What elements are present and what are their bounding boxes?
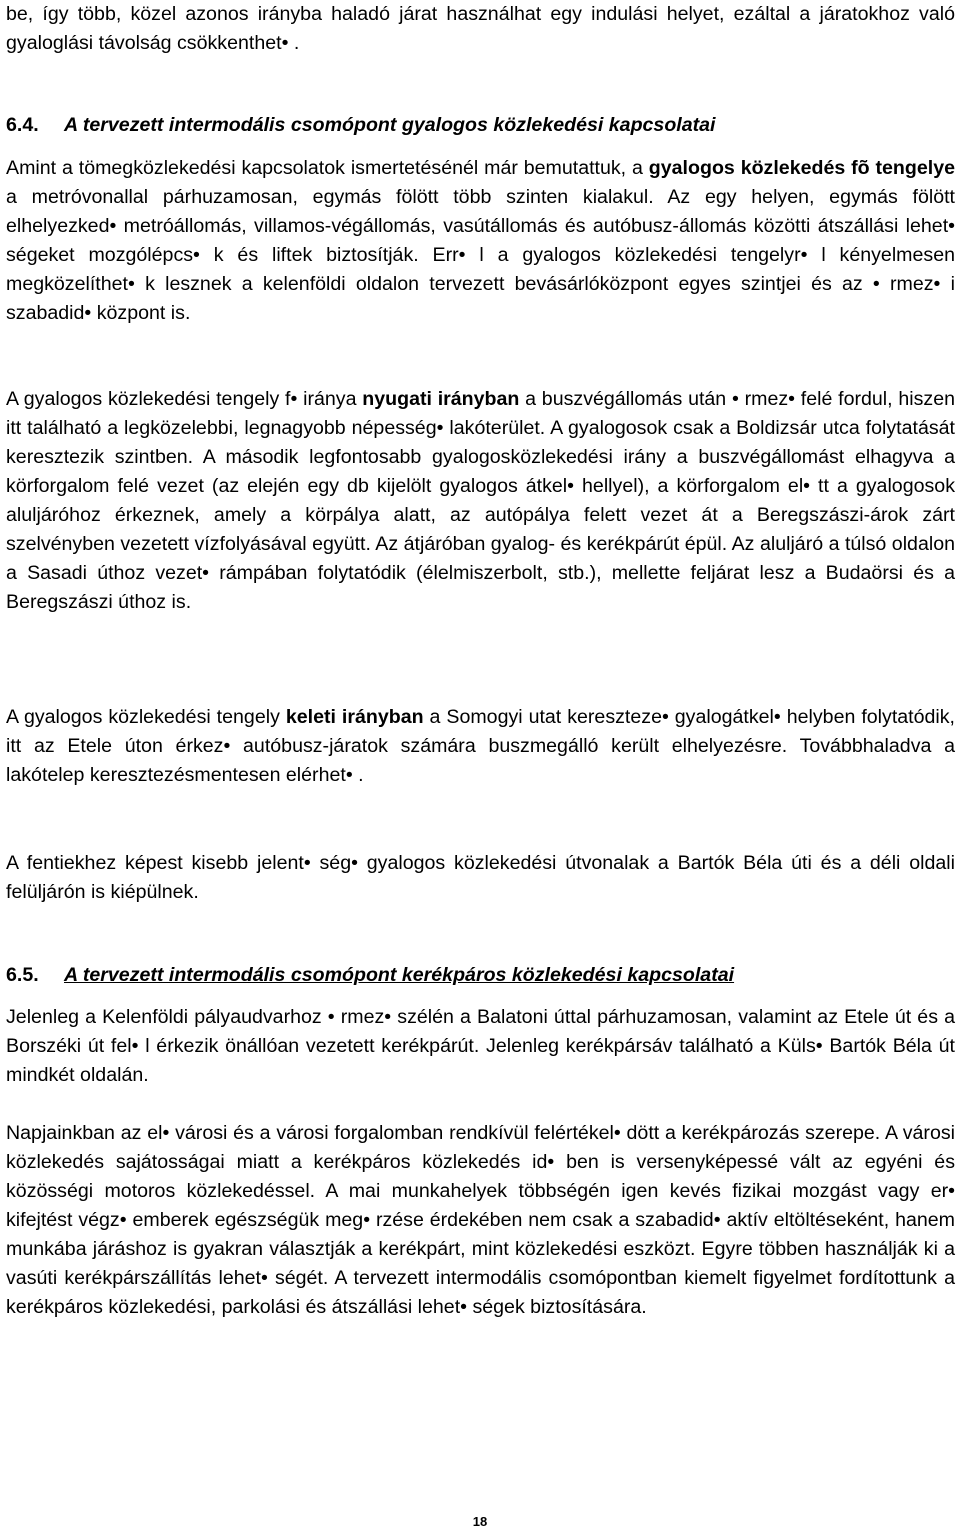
bold-text-run: keleti irányban [285,706,424,728]
bold-text-run: gyalogos közlekedés fõ tengelye [648,157,956,179]
page-number: 18 [472,1514,488,1529]
section-6-5-heading [6,961,734,990]
intro-paragraph: be, így több, közel azonos irányba haladó járat használhat egy indulási helyet, ezáltal a járatokhoz való gyaloglási távolság csökkenthet• . [6,3,955,54]
bold-text-run: nyugati irányban [362,388,520,410]
paragraph-western-direction [6,385,955,617]
section-number: 6.5. [6,964,39,986]
section-6-4-heading [6,111,716,140]
section-title: A tervezett intermodális csomópont gyalogos közlekedési kapcsolatai [64,114,716,136]
paragraph-current-bike-routes: Jelenleg a Kelenföldi pályaudvarhoz • rmez• szélén a Balatoni úttal párhuzamosan, valamint az Etele út és a Borszéki út fel• l érkezik önállóan vezetett kerékpárút. Jelenleg kerékpársáv található a Küls• Bartók Béla út mindkét oldalán. [6,1006,955,1086]
paragraph-cycling-importance: Napjainkban az el• városi és a városi forgalomban rendkívül felértékel• dött a kerékpározás szerepe. A városi közlekedés sajátosságai miatt a kerékpáros közlekedés id• ben is versenyképessé vált az egyéni és közösségi motoros közlekedéssel. A mai munkahelyek többségén igen kevés fizikai mozgást vagy er• kifejtést végz• emberek egészségük meg• rzése érdekében nem csak a szabadid• aktív eltöltéseként, hanem munkába járáshoz is gyakran választják a kerékpárt, mint közlekedési eszközt. Egyre többen használják ki a vasúti kerékpárszállítás lehet• ségét. A tervezett intermodális csomópontban kiemelt figyelmet fordítottunk a kerékpáros közlekedési, parkolási és átszállási lehet• ségek biztosítására. [6,1122,955,1318]
text-run: a Somogyi utat kereszteze• gyalogátkel• helyben folytatódik, itt az Etele úton érkez• autóbusz-járatok számára buszmegálló került elhelyezésre. Továbbhaladva a lakótelep keresztezésmentesen elérhet• . [6,706,955,786]
text-run: A gyalogos közlekedési tengely [6,706,286,728]
paragraph-pedestrian-axis [6,154,955,328]
text-run: a metróvonallal párhuzamosan, egymás fölött több szinten kialakul. Az egy helyen, egymás fölött elhelyezked• metróállomás, villamos-végállomás, vasútállomás és autóbusz-állomás közötti átszállási lehet• ségeket mozgólépcs• k és liftek biztosítják. Err• l a gyalogos közlekedési tengelyr• l kényelmesen megközelíthet• k lesznek a kelenföldi oldalon tervezett bevásárlóközpont egyes szintjei és az • rmez• i szabadid• központ is. [6,186,955,324]
text-run: A gyalogos közlekedési tengely f• iránya [6,388,363,410]
section-title: A tervezett intermodális csomópont kerékpáros közlekedési kapcsolatai [64,964,735,986]
section-number: 6.4. [6,114,39,136]
paragraph-eastern-direction [6,703,955,790]
paragraph-minor-routes: A fentiekhez képest kisebb jelent• ség• gyalogos közlekedési útvonalak a Bartók Béla úti és a déli oldali felüljárón is kiépülnek. [6,852,955,903]
text-run: a buszvégállomás után • rmez• felé fordul, hiszen itt található a legközelebbi, legnagyobb népesség• lakóterület. A gyalogosok csak a Boldizsár utca folytatását keresztezik szintben. A második legfontosabb gyalogosközlekedési irány a buszvégállomást elhagyva a körforgalom felé vezet (az elején egy db kijelölt gyalogos átkel• hellyel), a körforgalom el• tt a gyalogosok aluljáróhoz érkeznek, amely a körpálya alatt, az autópálya felett vezet át a Beregszászi-árok zárt szelvényben vezetett vízfolyásával együtt. Az átjáróban gyalog- és kerékpárút épül. Az aluljáró a túlsó oldalon a Sasadi úthoz vezet• rámpában folytatódik (élelmiszerbolt, stb.), mellette feljárat lesz a Budaörsi és a Beregszászi úthoz is. [6,388,955,613]
text-run: Amint a tömegközlekedési kapcsolatok ismertetésénél már bemutattuk, a [6,157,649,179]
